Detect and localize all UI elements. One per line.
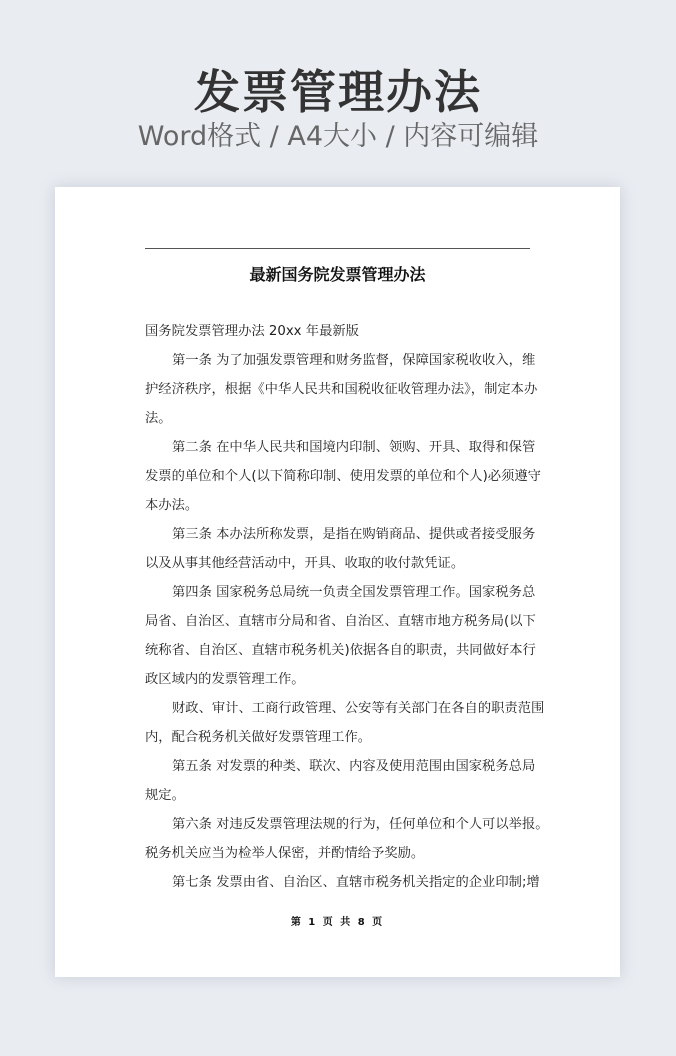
page-footer: 第 1 页 共 8 页: [290, 917, 385, 928]
text-line: 以及从事其他经营活动中，开具、收取的收付款凭证。: [145, 556, 465, 571]
banner-subtitle: Word格式 / A4大小 / 内容可编辑: [137, 121, 539, 152]
banner-title: 发票管理办法: [194, 65, 482, 119]
text-line: 第二条 在中华人民共和国境内印制、领购、开具、取得和保管: [172, 440, 536, 455]
text-line: 内，配合税务机关做好发票管理工作。: [145, 730, 372, 745]
text-line: 统称省、自治区、直辖市税务机关)依据各自的职责，共同做好本行: [145, 643, 536, 658]
document-title: 最新国务院发票管理办法: [249, 265, 426, 284]
text-line: 第四条 国家税务总局统一负责全国发票管理工作。国家税务总: [172, 585, 536, 600]
text-line: 第六条 对违反发票管理法规的行为，任何单位和个人可以举报。: [172, 817, 549, 832]
text-line: 国务院发票管理办法 20xx 年最新版: [145, 324, 359, 339]
text-line: 政区域内的发票管理工作。: [145, 672, 305, 687]
header-rule: [145, 248, 530, 249]
text-line: 护经济秩序，根据《中华人民共和国税收征收管理办法》，制定本办: [145, 382, 538, 397]
document-body: [145, 321, 549, 901]
text-line: 第五条 对发票的种类、联次、内容及使用范围由国家税务总局: [172, 759, 536, 774]
text-line: 第一条 为了加强发票管理和财务监督，保障国家税收收入，维: [172, 353, 536, 368]
text-line: 税务机关应当为检举人保密，并酌情给予奖励。: [145, 846, 425, 861]
text-line: 第三条 本办法所称发票，是指在购销商品、提供或者接受服务: [172, 527, 536, 542]
document-page: [55, 187, 620, 977]
text-line: 财政、审计、工商行政管理、公安等有关部门在各自的职责范围: [172, 701, 545, 716]
text-line: 发票的单位和个人(以下简称印制、使用发票的单位和个人)必须遵守: [145, 469, 541, 484]
text-line: 局省、自治区、直辖市分局和省、自治区、直辖市地方税务局(以下: [145, 614, 536, 629]
text-line: 本办法。: [145, 498, 199, 513]
text-line: 规定。: [145, 788, 185, 803]
text-line: 第七条 发票由省、自治区、直辖市税务机关指定的企业印制;增: [172, 875, 540, 890]
text-line: 法。: [145, 411, 172, 426]
